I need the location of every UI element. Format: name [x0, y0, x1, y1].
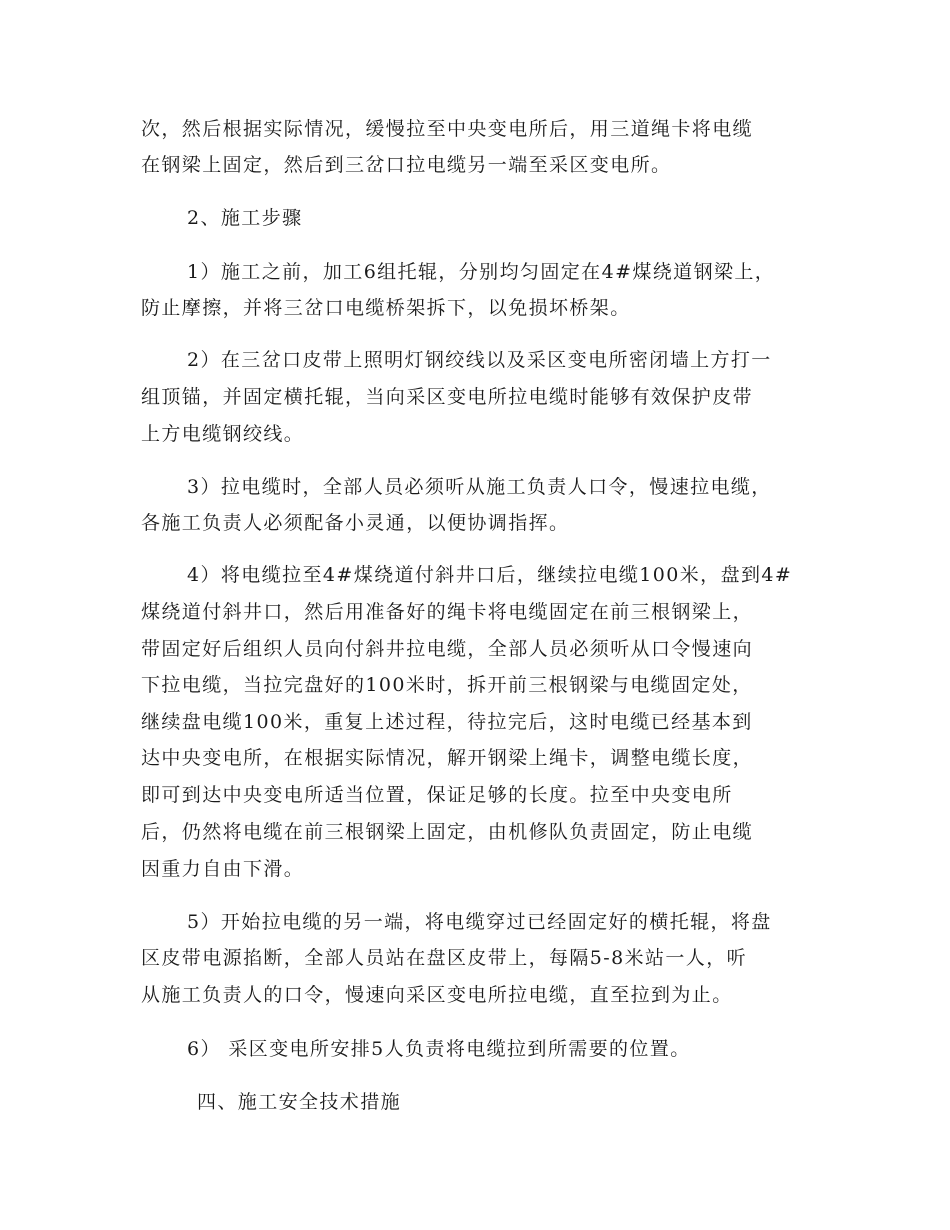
step-4-line-5: 继续盘电缆100米，重复上述过程，待拉完后，这时电缆已经基本到	[141, 711, 753, 733]
step-4-line-1: 4）将电缆拉至4#煤绕道付斜井口后，继续拉电缆100米，盘到4#	[187, 564, 793, 586]
step-3-line-1: 3）拉电缆时，全部人员必须听从施工负责人口令，慢速拉电缆，	[187, 476, 772, 498]
step-4-line-9: 因重力自由下滑。	[141, 858, 305, 880]
section-heading-construction-steps: 2、施工步骤	[187, 207, 303, 229]
step-4-line-2: 煤绕道付斜井口，然后用准备好的绳卡将电缆固定在前三根钢梁上，	[141, 601, 754, 623]
section-heading-safety-measures: 四、施工安全技术措施	[197, 1091, 402, 1113]
step-1-line-2: 防止摩擦，并将三岔口电缆桥架拆下，以免损坏桥架。	[141, 297, 631, 319]
step-2-line-3: 上方电缆钢绞线。	[141, 423, 305, 445]
step-5-line-3: 从施工负责人的口令，慢速向采区变电所拉电缆，直至拉到为止。	[141, 984, 733, 1006]
text-line-2: 在钢梁上固定，然后到三岔口拉电缆另一端至采区变电所。	[141, 154, 672, 176]
step-4-line-8: 后，仍然将电缆在前三根钢梁上固定，由机修队负责固定，防止电缆	[141, 821, 754, 843]
step-4-line-3: 带固定好后组织人员向付斜井拉电缆，全部人员必须听从口令慢速向	[141, 638, 754, 660]
step-3-line-2: 各施工负责人必须配备小灵通，以便协调指挥。	[141, 512, 570, 534]
step-5-line-1: 5）开始拉电缆的另一端，将电缆穿过已经固定好的横托辊，将盘	[187, 911, 772, 933]
step-1-line-1: 1）施工之前，加工6组托辊，分别均匀固定在4#煤绕道钢梁上，	[187, 261, 776, 283]
step-4-line-6: 达中央变电所，在根据实际情况，解开钢梁上绳卡，调整电缆长度，	[141, 747, 754, 769]
step-2-line-2: 组顶锚，并固定横托辊，当向采区变电所拉电缆时能够有效保护皮带	[141, 386, 754, 408]
step-2-line-1: 2）在三岔口皮带上照明灯钢绞线以及采区变电所密闭墙上方打一	[187, 349, 772, 371]
step-6-line-1: 6） 采区变电所安排5人负责将电缆拉到所需要的位置。	[187, 1038, 691, 1060]
step-4-line-4: 下拉电缆，当拉完盘好的100米时，拆开前三根钢梁与电缆固定处，	[141, 674, 753, 696]
text-line-1: 次，然后根据实际情况，缓慢拉至中央变电所后，用三道绳卡将电缆	[141, 118, 754, 140]
step-5-line-2: 区皮带电源掐断，全部人员站在盘区皮带上，每隔5-8米站一人，听	[141, 947, 747, 969]
step-4-line-7: 即可到达中央变电所适当位置，保证足够的长度。拉至中央变电所	[141, 784, 733, 806]
